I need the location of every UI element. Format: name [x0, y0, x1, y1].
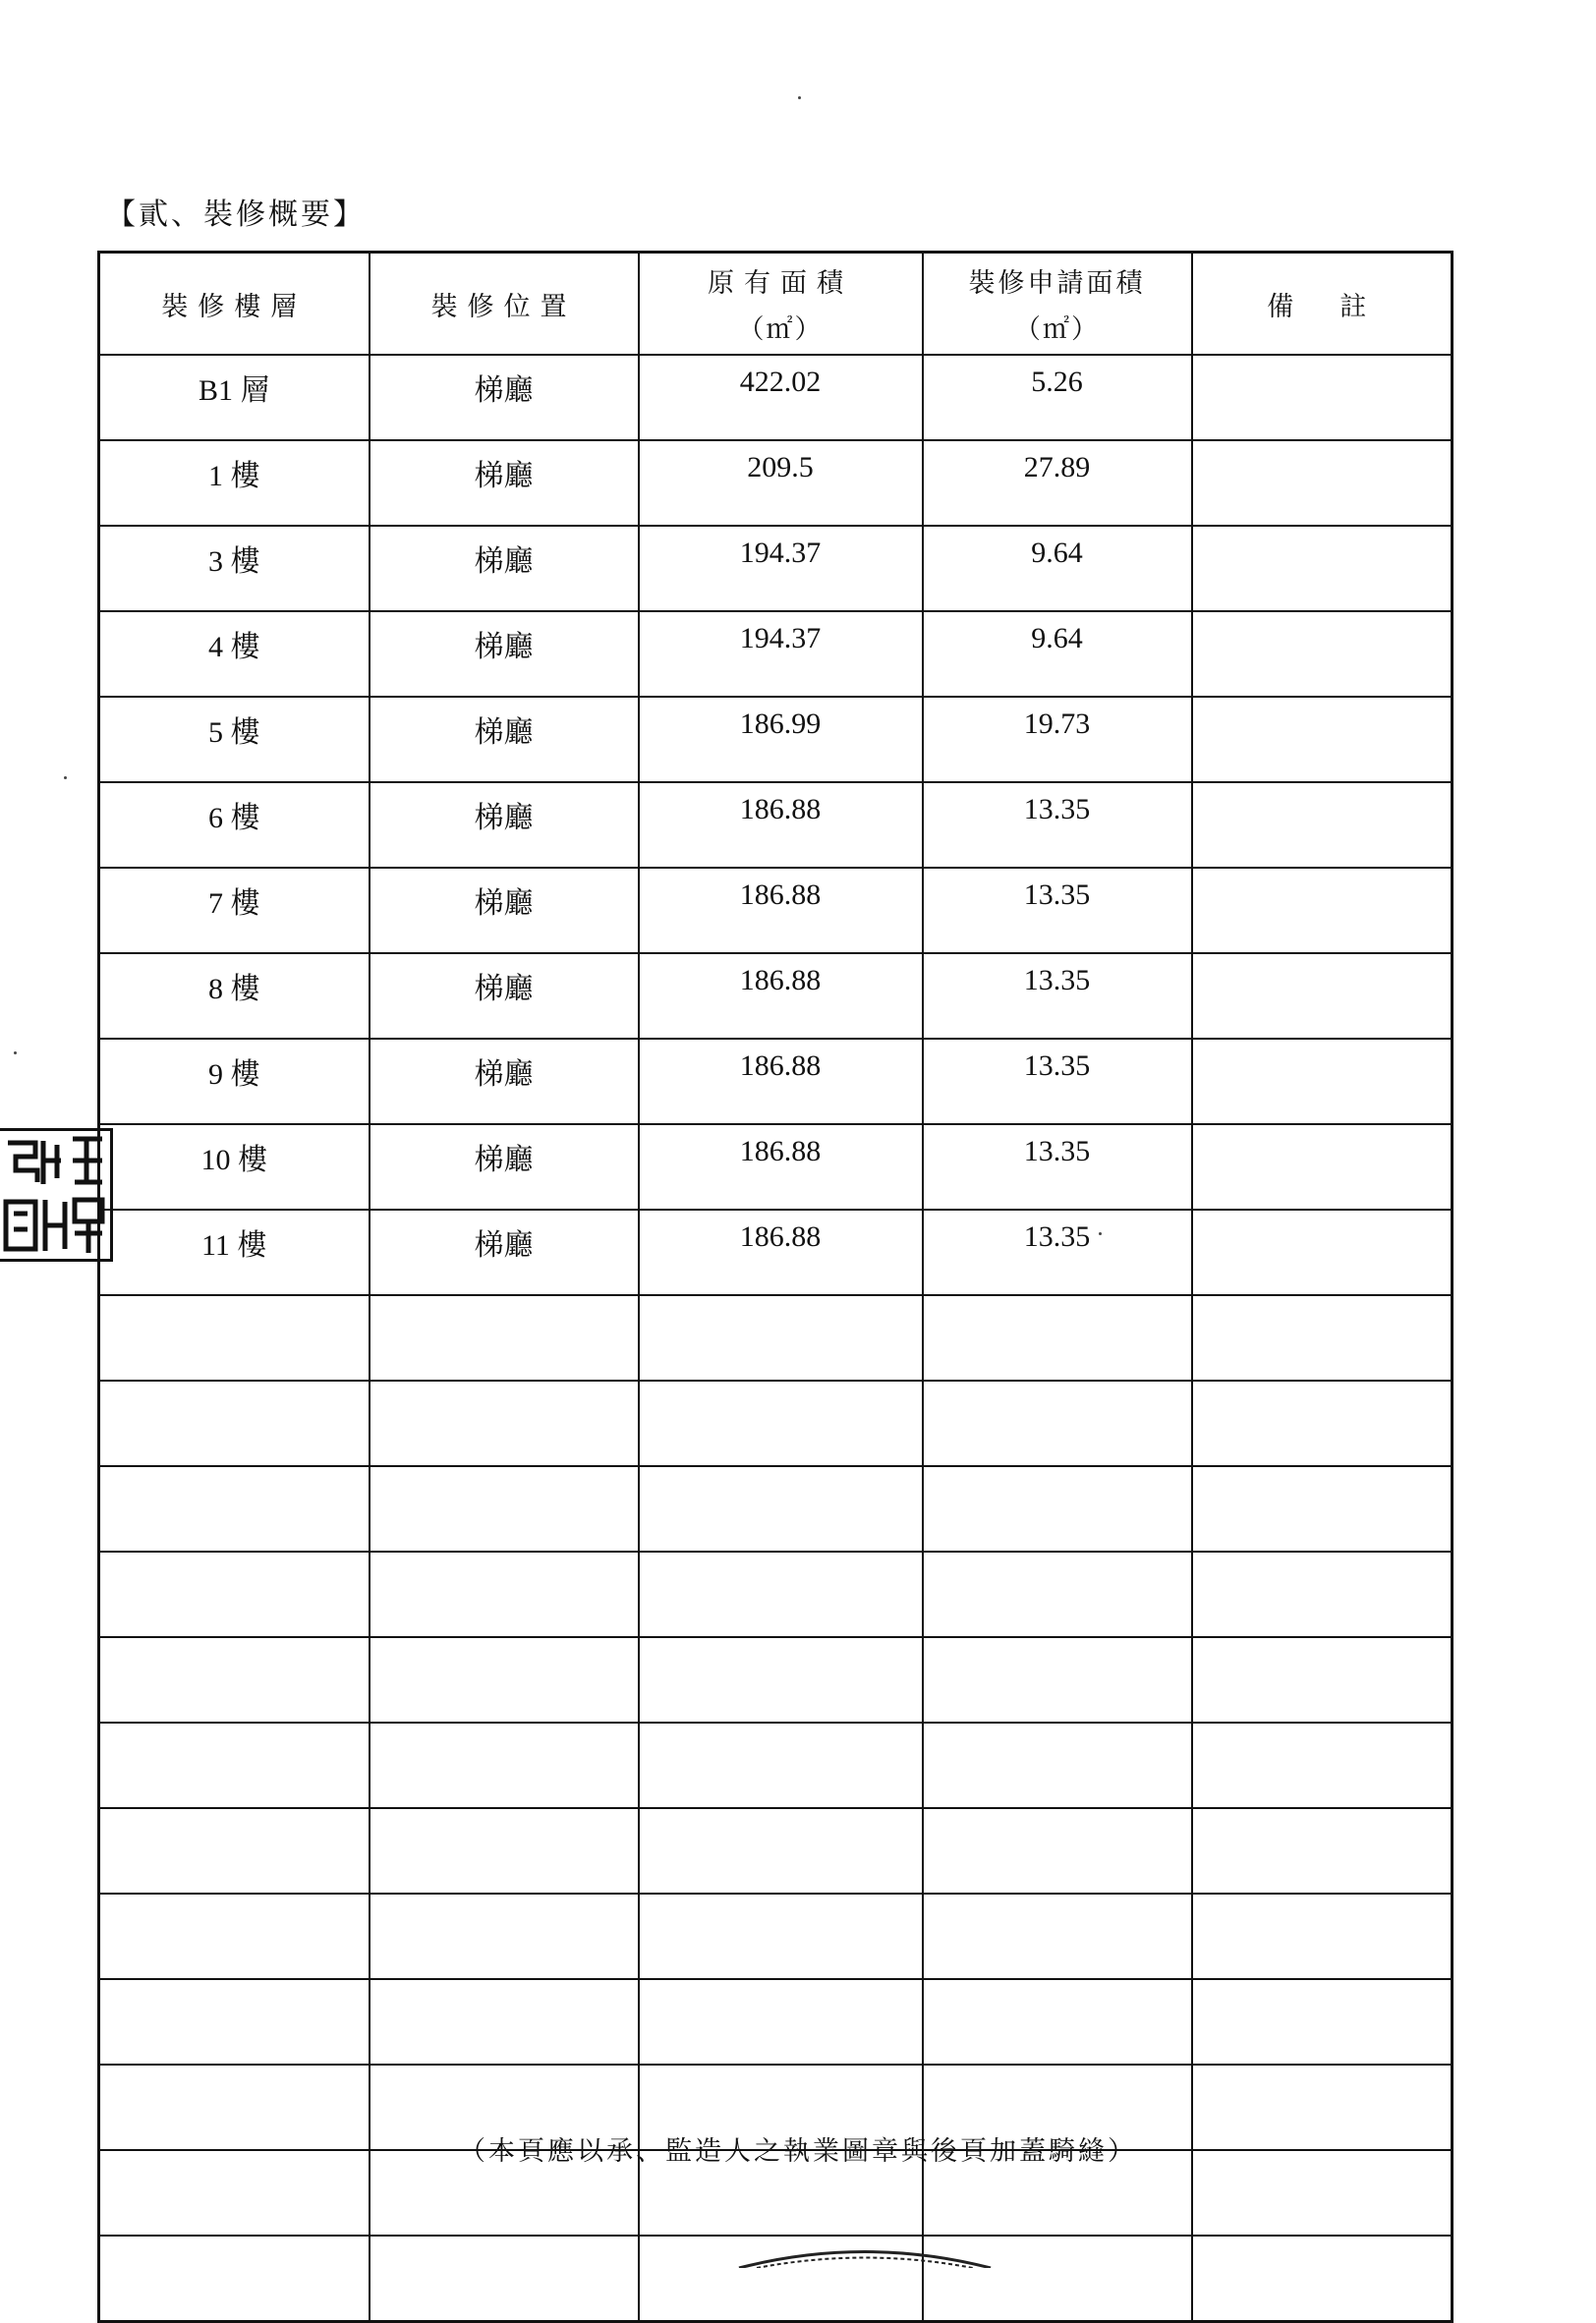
section-title: 【貳、裝修概要】 [106, 198, 366, 232]
cell-original-area [639, 1723, 923, 1808]
header-floor: 裝修樓層 [99, 253, 370, 356]
table-row [99, 953, 1453, 1039]
cell-applied-area [923, 1381, 1192, 1466]
cell-floor [99, 1466, 370, 1552]
table-row [99, 1808, 1453, 1894]
cell-floor [99, 1894, 370, 1979]
cell-applied-area [923, 1808, 1192, 1894]
table-row [99, 1381, 1453, 1466]
cell-remarks [1192, 697, 1453, 782]
cell-original-area: 194.37 [639, 611, 923, 697]
scan-speck [798, 96, 801, 99]
cell-remarks [1192, 1295, 1453, 1381]
table-row [99, 1210, 1453, 1295]
cell-applied-area: 13.35 [923, 1210, 1192, 1295]
cell-floor [99, 2236, 370, 2322]
cell-location: 梯廳 [370, 782, 639, 868]
cell-location [370, 1723, 639, 1808]
cell-applied-area: 27.89 [923, 440, 1192, 526]
cell-original-area [639, 1295, 923, 1381]
cell-applied-area [923, 1552, 1192, 1637]
scan-speck [64, 776, 67, 779]
cell-applied-area: 13.35 [923, 1124, 1192, 1210]
partial-stamp-icon [737, 2245, 993, 2268]
table-row [99, 697, 1453, 782]
table-row [99, 611, 1453, 697]
cell-applied-area: 13.35 [923, 1039, 1192, 1124]
cell-original-area [639, 1381, 923, 1466]
cell-original-area: 186.88 [639, 953, 923, 1039]
cell-floor [99, 1637, 370, 1723]
cell-original-area: 186.88 [639, 1210, 923, 1295]
cell-floor [99, 1979, 370, 2065]
header-location: 裝修位置 [370, 253, 639, 356]
cell-applied-area [923, 1894, 1192, 1979]
cell-remarks [1192, 611, 1453, 697]
cell-original-area: 186.88 [639, 1039, 923, 1124]
cell-location: 梯廳 [370, 697, 639, 782]
cell-remarks [1192, 1723, 1453, 1808]
cell-applied-area: 13.35 [923, 782, 1192, 868]
cell-remarks [1192, 1979, 1453, 2065]
table-row [99, 1894, 1453, 1979]
cell-applied-area: 13.35 [923, 868, 1192, 953]
table-header-row [99, 253, 1453, 356]
cell-applied-area: 9.64 [923, 611, 1192, 697]
cell-location: 梯廳 [370, 1039, 639, 1124]
cell-original-area: 422.02 [639, 355, 923, 440]
cell-floor: 11 樓 [99, 1210, 370, 1295]
table-row [99, 1723, 1453, 1808]
cell-original-area: 186.88 [639, 1124, 923, 1210]
cell-original-area [639, 1637, 923, 1723]
cell-floor: 7 樓 [99, 868, 370, 953]
cell-remarks [1192, 953, 1453, 1039]
cell-location: 梯廳 [370, 611, 639, 697]
cell-floor: 10 樓 [99, 1124, 370, 1210]
table-row [99, 1124, 1453, 1210]
cell-remarks [1192, 526, 1453, 611]
cell-remarks [1192, 1124, 1453, 1210]
cell-floor [99, 1295, 370, 1381]
cell-floor: 8 樓 [99, 953, 370, 1039]
cell-applied-area: 9.64 [923, 526, 1192, 611]
header-applied-area: 裝修申請面積 （㎡） [923, 253, 1192, 356]
cell-floor: 6 樓 [99, 782, 370, 868]
cell-original-area: 209.5 [639, 440, 923, 526]
cell-floor [99, 1381, 370, 1466]
table-row [99, 782, 1453, 868]
cell-applied-area: 13.35 [923, 953, 1192, 1039]
cell-location: 梯廳 [370, 440, 639, 526]
cell-floor [99, 1808, 370, 1894]
cell-location [370, 1295, 639, 1381]
cell-floor: B1 層 [99, 355, 370, 440]
table-row [99, 868, 1453, 953]
table-row [99, 1979, 1453, 2065]
cell-remarks [1192, 1210, 1453, 1295]
cell-location [370, 1466, 639, 1552]
cell-remarks [1192, 440, 1453, 526]
table-body [99, 355, 1453, 2322]
cell-location [370, 1979, 639, 2065]
cell-location [370, 1552, 639, 1637]
table-row [99, 440, 1453, 526]
cell-floor [99, 1552, 370, 1637]
table-row [99, 1039, 1453, 1124]
cell-remarks [1192, 1894, 1453, 1979]
table-row [99, 1295, 1453, 1381]
header-remarks: 備 註 [1192, 253, 1453, 356]
cell-applied-area [923, 1295, 1192, 1381]
cell-original-area [639, 1466, 923, 1552]
cell-floor: 3 樓 [99, 526, 370, 611]
cell-floor: 9 樓 [99, 1039, 370, 1124]
cell-location: 梯廳 [370, 526, 639, 611]
cell-location [370, 1894, 639, 1979]
cell-location [370, 1381, 639, 1466]
cell-remarks [1192, 1808, 1453, 1894]
header-original-area: 原有面積 （㎡） [639, 253, 923, 356]
table-row [99, 526, 1453, 611]
footer-note: （本頁應以承、監造人之執業圖章與後頁加蓋騎縫） [459, 2136, 1137, 2167]
cell-location [370, 2236, 639, 2322]
cell-floor [99, 1723, 370, 1808]
cell-applied-area: 5.26 [923, 355, 1192, 440]
cell-remarks [1192, 2236, 1453, 2322]
cell-location: 梯廳 [370, 1124, 639, 1210]
cell-original-area [639, 1979, 923, 2065]
cell-applied-area [923, 1637, 1192, 1723]
cell-location: 梯廳 [370, 953, 639, 1039]
scan-speck [14, 1051, 17, 1054]
renovation-summary-table [97, 251, 1454, 2323]
table-row [99, 1637, 1453, 1723]
table-row [99, 1552, 1453, 1637]
cell-remarks [1192, 1039, 1453, 1124]
cell-floor: 1 樓 [99, 440, 370, 526]
cell-remarks [1192, 1637, 1453, 1723]
cell-remarks [1192, 1381, 1453, 1466]
cell-location: 梯廳 [370, 355, 639, 440]
cell-applied-area [923, 1466, 1192, 1552]
table-row [99, 355, 1453, 440]
cell-applied-area [923, 1723, 1192, 1808]
cell-original-area [639, 1894, 923, 1979]
cell-location: 梯廳 [370, 1210, 639, 1295]
table-row [99, 1466, 1453, 1552]
cell-remarks [1192, 1552, 1453, 1637]
cell-original-area: 186.88 [639, 782, 923, 868]
cell-remarks [1192, 868, 1453, 953]
cell-original-area [639, 1552, 923, 1637]
cell-floor: 4 樓 [99, 611, 370, 697]
cell-floor: 5 樓 [99, 697, 370, 782]
cell-original-area: 186.99 [639, 697, 923, 782]
cell-original-area: 194.37 [639, 526, 923, 611]
cell-original-area: 186.88 [639, 868, 923, 953]
seal-stamp-icon [0, 1128, 113, 1262]
cell-remarks [1192, 1466, 1453, 1552]
cell-original-area [639, 1808, 923, 1894]
cell-location [370, 1637, 639, 1723]
cell-applied-area: 19.73 [923, 697, 1192, 782]
cell-remarks [1192, 782, 1453, 868]
cell-remarks [1192, 355, 1453, 440]
cell-location: 梯廳 [370, 868, 639, 953]
cell-applied-area [923, 1979, 1192, 2065]
cell-location [370, 1808, 639, 1894]
